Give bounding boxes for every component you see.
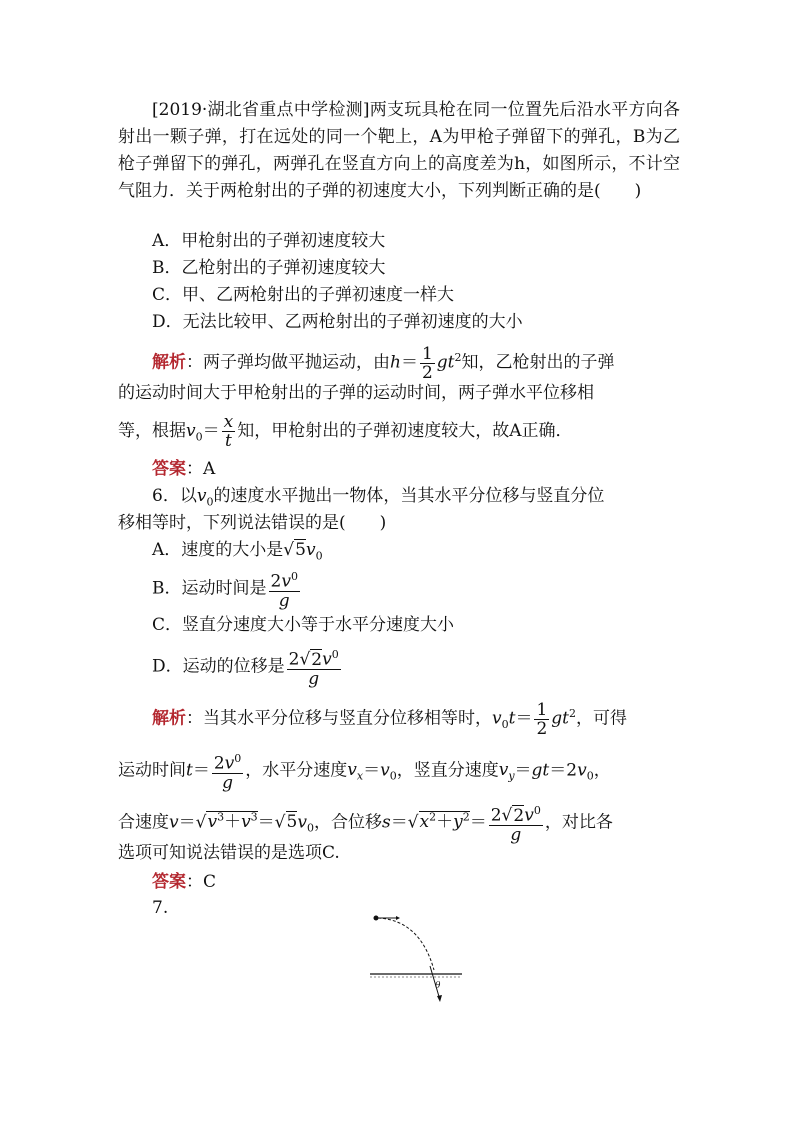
answer-label: 答案 [152, 459, 186, 479]
launch-point [374, 916, 379, 921]
q6-option-c: C．竖直分速度大小等于水平分速度大小 [152, 615, 455, 635]
answer-6: 答案：C [152, 872, 217, 892]
analysis-6-line-4: 选项可知说法错误的是选项C. [118, 843, 340, 863]
q6-option-d: D．运动的位移是 $\frac{2√2v^0}{g}$ [152, 648, 339, 689]
question-text: 两支玩具枪在同一位置先后沿水平方向各射出一颗子弹，打在远处的同一个靶上，A为甲枪子弹留下的弹孔，B为乙枪子弹留下的弹孔，两弹孔在竖直方向上的高度差为h，如图所示，不计空气阻力．关于两枪射出的子弹的初速度大小，下列判断正确的是( ) [118, 100, 681, 201]
analysis-6-line-2: 运动时间t＝ $\frac{2v^0}{g}$ ，水平分速度$v_x=v_0$，竖直分速度$v_y=gt=2v_0$， [118, 752, 611, 793]
analysis-5-line-1: 解析：两子弹均做平抛运动，由h＝ $\frac{1}{2}$ $gt^2$知，乙枪射出的子弹 [152, 343, 615, 383]
question-5-stem [118, 97, 680, 205]
trajectory-curve [378, 918, 434, 970]
angle-label: θ [435, 981, 441, 991]
q6-option-b: B．运动时间是 $\frac{2v^0}{g}$ [152, 570, 298, 611]
answer-5: 答案：A [152, 459, 216, 479]
analysis-6-line-3: 合速度$v=√v^3+v^3=√5v_0$，合位移$s=√x^2+y^2=$ $\frac{2√2v^0}{g}$ ，对比各 [118, 804, 613, 845]
analysis-label: 解析 [152, 352, 186, 373]
question-7-number: 7. [152, 898, 169, 918]
analysis-5-line-3: 等，根据$v_0=$ $\frac{x}{t}$ 知，甲枪射出的子弹初速度较大，故A正确． [118, 412, 573, 451]
analysis-5-line-2: 的运动时间大于甲枪射出的子弹的运动时间，两子弹水平位移相 [118, 383, 594, 403]
option-b: B．乙枪射出的子弹初速度较大 [152, 258, 386, 278]
q6-option-a: A．速度的大小是$√5v_0$ [152, 540, 323, 563]
projectile-figure [360, 908, 470, 1008]
option-d: D．无法比较甲、乙两枪射出的子弹初速度的大小 [152, 312, 523, 332]
option-c: C．甲、乙两枪射出的子弹初速度一样大 [152, 285, 455, 305]
analysis-6-line-1: 解析：当其水平分位移与竖直分位移相等时，$v_0t=$ $\frac{1}{2}$ $gt^2$，可得 [152, 699, 627, 739]
option-a: A．甲枪射出的子弹初速度较大 [152, 231, 386, 251]
question-6-line-1: 6．以$v_0$的速度水平抛出一物体，当其水平分位移与竖直分位 [152, 486, 605, 509]
question-6-line-2: 移相等时，下列说法错误的是( ) [118, 513, 387, 533]
question-source: [2019·湖北省重点中学检测] [152, 100, 370, 120]
